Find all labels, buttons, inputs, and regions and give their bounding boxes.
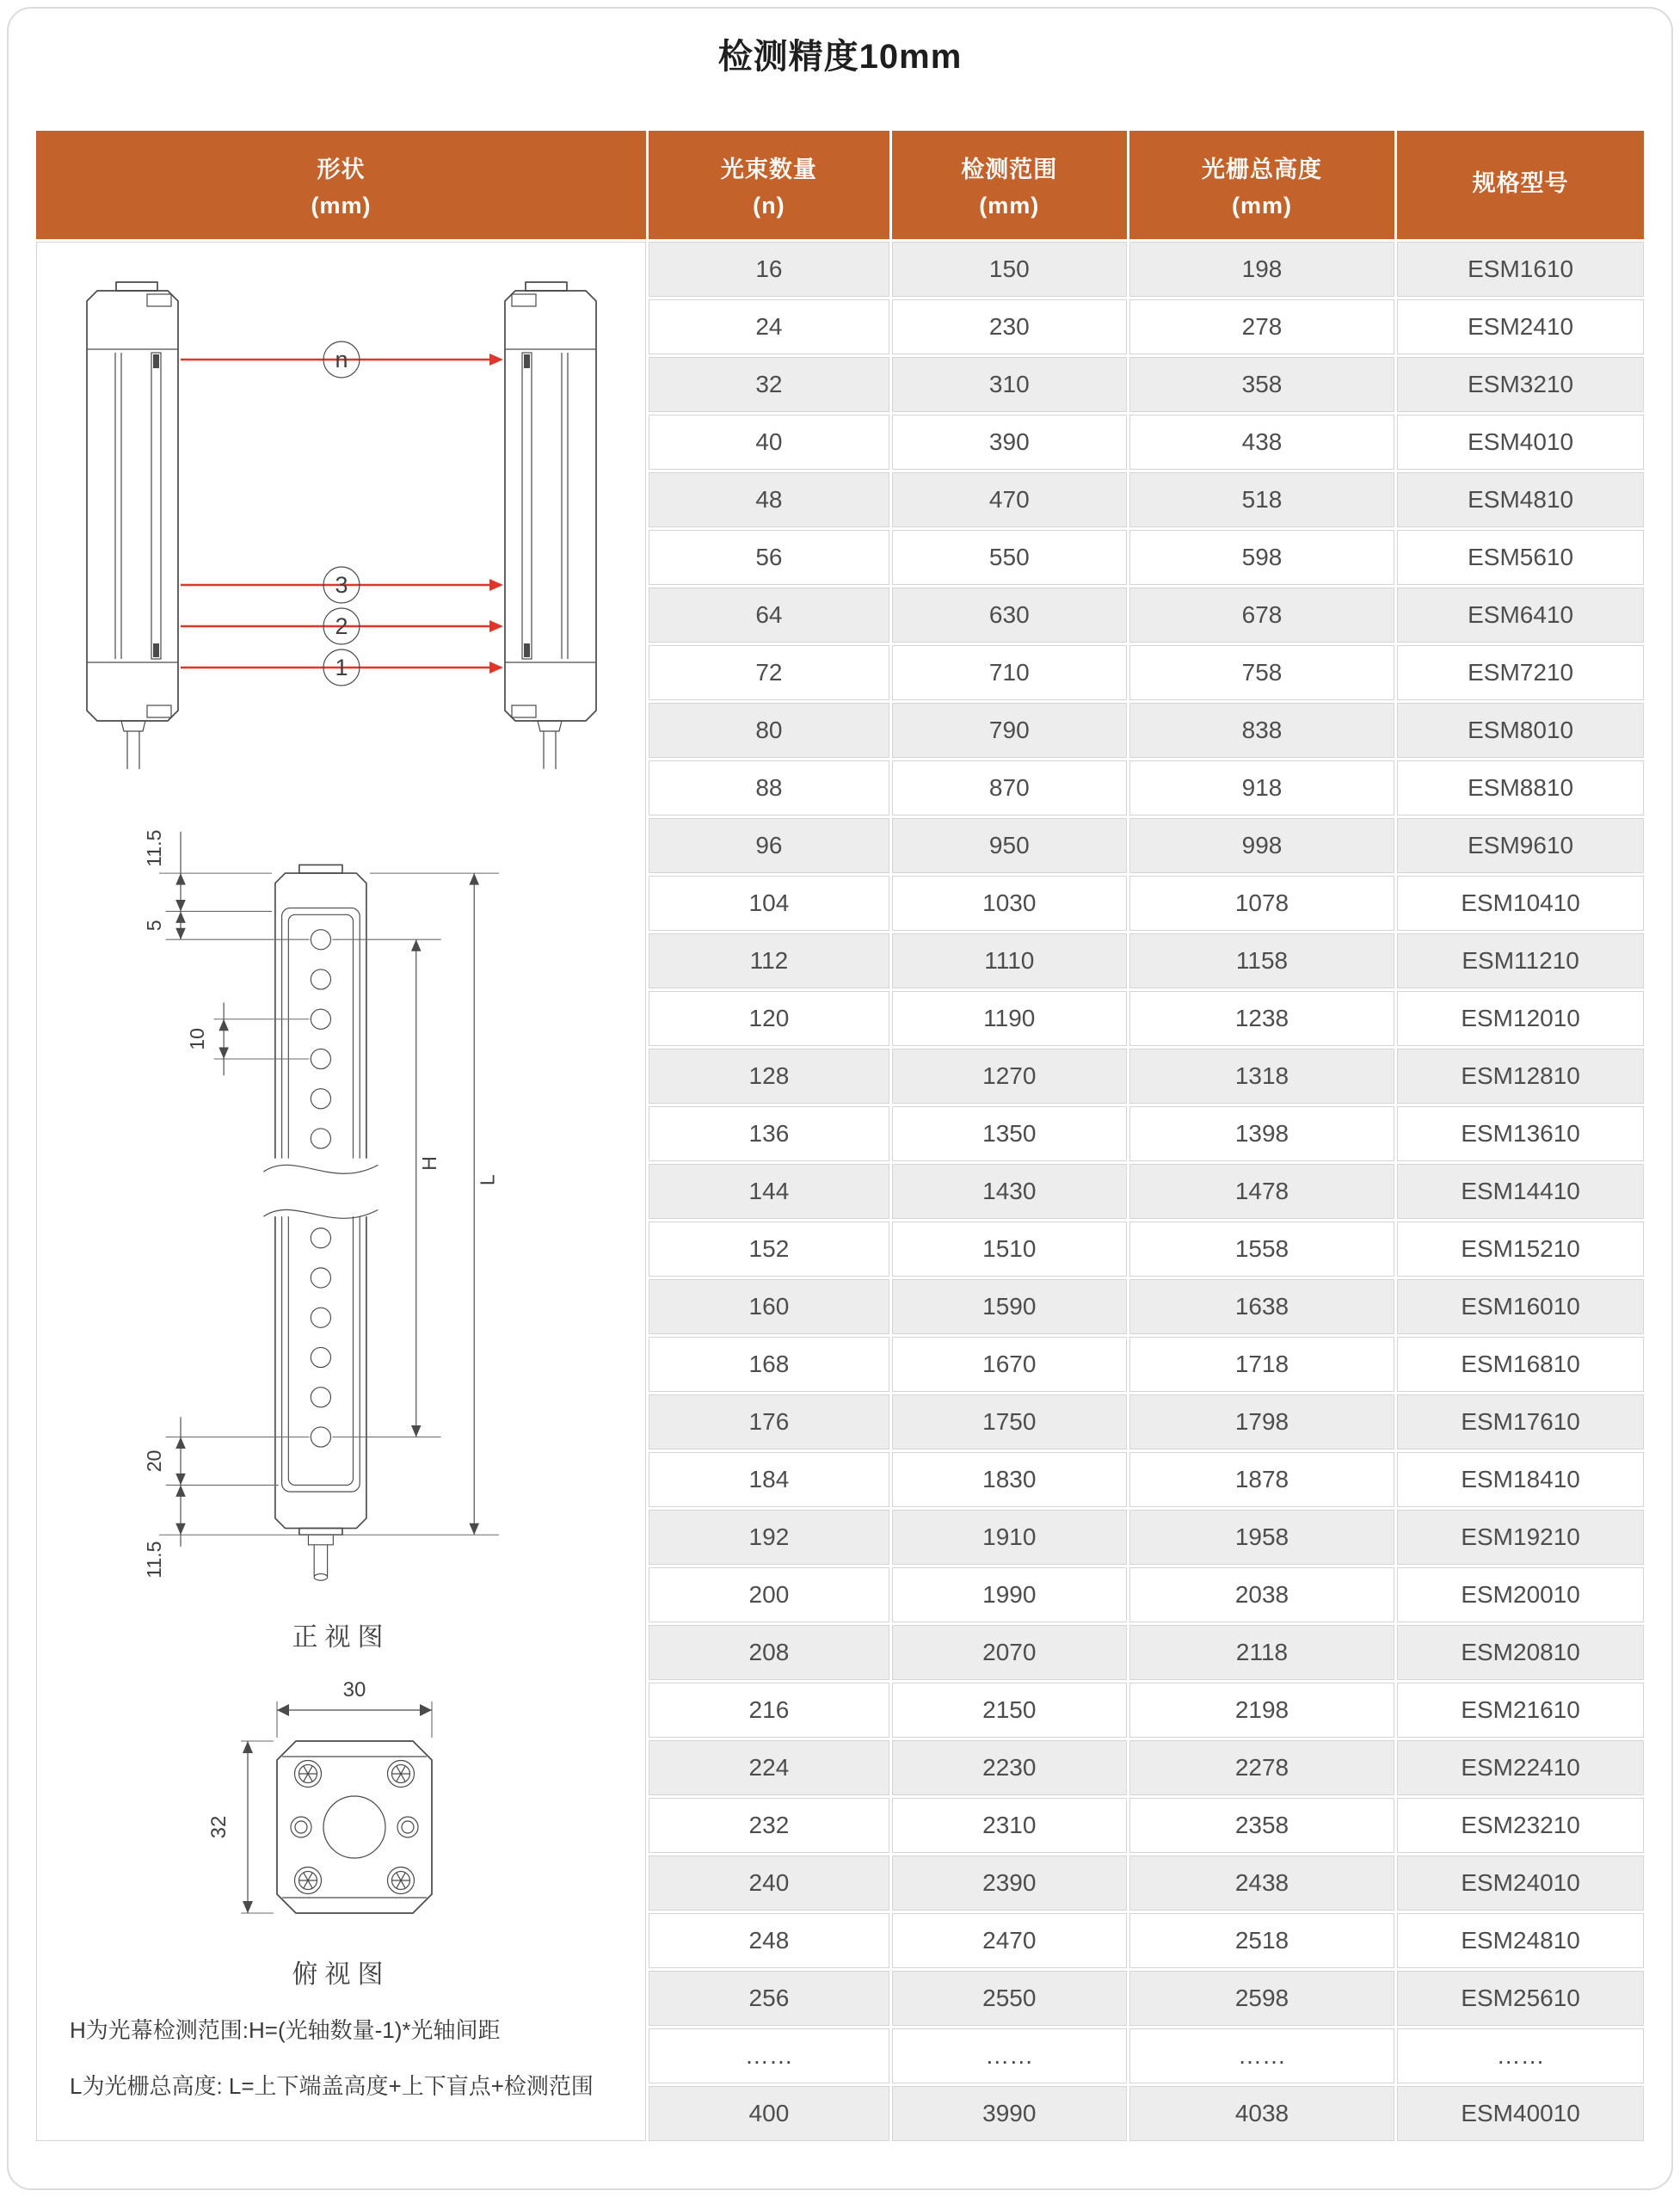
shape-cell: [36, 242, 646, 2141]
spec-cell: 24: [649, 299, 889, 354]
spec-cell: 1110: [892, 933, 1127, 988]
spec-cell: 518: [1129, 472, 1395, 527]
spec-cell: 96: [649, 818, 889, 873]
beam-arrangement-diagram: [66, 274, 617, 772]
spec-cell: 2070: [892, 1625, 1127, 1680]
spec-cell: 150: [892, 242, 1127, 297]
spec-cell: ESM4010: [1397, 415, 1644, 470]
dim-width: 30: [342, 1678, 366, 1702]
dim-beam-pitch: 10: [185, 1028, 208, 1050]
spec-cell: 198: [1129, 242, 1395, 297]
spec-cell: 128: [649, 1049, 889, 1104]
spec-cell: 1670: [892, 1337, 1127, 1392]
beam-label-n: n: [334, 347, 348, 372]
dim-bottom-cap: 11.5: [142, 1541, 165, 1579]
beam-number-badges: [323, 342, 360, 686]
top-view-diagram: [200, 1672, 483, 1939]
col-header-total-height-unit: (mm): [1231, 193, 1292, 218]
spec-cell: 950: [892, 818, 1127, 873]
spec-cell: 2230: [892, 1740, 1127, 1795]
col-header-beam-count-title: 光束数量: [720, 157, 817, 182]
spec-cell: 184: [649, 1452, 889, 1507]
spec-cell: ……: [649, 2028, 889, 2083]
col-header-beam-count-unit: (n): [753, 193, 785, 218]
beam-label-1: 1: [334, 655, 348, 680]
col-header-model-title: 规格型号: [1472, 169, 1569, 196]
dim-detection-height: H: [417, 1156, 440, 1171]
spec-cell: 2118: [1129, 1625, 1395, 1680]
spec-cell: 1910: [892, 1510, 1127, 1565]
dim-depth: 32: [206, 1815, 231, 1839]
col-header-detection-range-unit: (mm): [979, 193, 1040, 218]
spec-cell: 1030: [892, 876, 1127, 931]
col-header-detection-range: [892, 131, 1127, 239]
spec-cell: 2358: [1129, 1798, 1395, 1853]
col-header-shape: [36, 131, 646, 239]
spec-cell: 2390: [892, 1855, 1127, 1911]
dim-top-blind: 5: [142, 920, 165, 932]
spec-cell: ESM16810: [1397, 1337, 1644, 1392]
spec-cell: 200: [649, 1567, 889, 1622]
spec-cell: 192: [649, 1510, 889, 1565]
spec-cell: 1510: [892, 1222, 1127, 1277]
spec-cell: ESM24810: [1397, 1913, 1644, 1968]
spec-cell: 230: [892, 299, 1127, 354]
spec-cell: 2198: [1129, 1683, 1395, 1738]
spec-cell: 2278: [1129, 1740, 1395, 1795]
spec-cell: 2598: [1129, 1971, 1395, 2026]
shape-column: [36, 131, 646, 2141]
spec-cell: 400: [649, 2086, 889, 2141]
spec-cell: 1158: [1129, 933, 1395, 988]
spec-cell: 1590: [892, 1279, 1127, 1334]
col-header-shape-unit: (mm): [311, 193, 372, 218]
spec-cell: 224: [649, 1740, 889, 1795]
spec-cell: 168: [649, 1337, 889, 1392]
spec-cell: 256: [649, 1971, 889, 2026]
front-view-diagram: [109, 807, 574, 1586]
spec-cell: ESM16010: [1397, 1279, 1644, 1334]
spec-cell: 88: [649, 760, 889, 815]
formula-notes: [37, 2013, 645, 2140]
spec-cell: ESM4810: [1397, 472, 1644, 527]
spec-cell: 438: [1129, 415, 1395, 470]
spec-cell: 758: [1129, 645, 1395, 700]
transmitter-unit: [87, 282, 178, 769]
spec-cell: ESM8810: [1397, 760, 1644, 815]
spec-cell: 104: [649, 876, 889, 931]
spec-cell: 2438: [1129, 1855, 1395, 1911]
spec-cell: 870: [892, 760, 1127, 815]
spec-cell: 1270: [892, 1049, 1127, 1104]
spec-cell: 1558: [1129, 1222, 1395, 1277]
spec-cell: 1190: [892, 991, 1127, 1046]
spec-cell: 16: [649, 242, 889, 297]
spec-cell: 1878: [1129, 1452, 1395, 1507]
spec-cell: ESM10410: [1397, 876, 1644, 931]
col-header-shape-title: 形状: [317, 157, 366, 182]
spec-cell: ESM3210: [1397, 357, 1644, 412]
spec-cell: 48: [649, 472, 889, 527]
spec-cell: 1318: [1129, 1049, 1395, 1104]
page-title: 检测精度10mm: [717, 38, 963, 76]
spec-cell: 1478: [1129, 1164, 1395, 1219]
front-view-label: 正视图: [292, 1623, 391, 1652]
spec-cell: 2550: [892, 1971, 1127, 2026]
spec-cell: ESM21610: [1397, 1683, 1644, 1738]
spec-cell: 2518: [1129, 1913, 1395, 1968]
spec-cell: 1830: [892, 1452, 1127, 1507]
col-header-beam-count: [649, 131, 889, 239]
receiver-unit: [505, 282, 596, 769]
spec-cell: 2038: [1129, 1567, 1395, 1622]
spec-cell: 710: [892, 645, 1127, 700]
spec-cell: ESM12810: [1397, 1049, 1644, 1104]
spec-sheet-card: [7, 7, 1673, 2190]
spec-cell: 358: [1129, 357, 1395, 412]
spec-cell: 790: [892, 703, 1127, 758]
spec-cell: ESM6410: [1397, 588, 1644, 643]
spec-cell: 278: [1129, 299, 1395, 354]
beam-label-2: 2: [334, 613, 348, 639]
spec-cell: ……: [1397, 2028, 1644, 2083]
spec-cell: ESM18410: [1397, 1452, 1644, 1507]
spec-cell: 1430: [892, 1164, 1127, 1219]
spec-cell: 232: [649, 1798, 889, 1853]
top-view-body: [277, 1741, 432, 1913]
spec-cell: 64: [649, 588, 889, 643]
spec-cell: ESM13610: [1397, 1106, 1644, 1161]
corner-screws: [294, 1761, 414, 1894]
spec-cell: 2470: [892, 1913, 1127, 1968]
spec-data-grid: [649, 131, 1644, 2141]
spec-cell: ESM7210: [1397, 645, 1644, 700]
spec-cell: 144: [649, 1164, 889, 1219]
spec-cell: 32: [649, 357, 889, 412]
spec-cell: 1350: [892, 1106, 1127, 1161]
col-header-total-height: [1129, 131, 1395, 239]
spec-cell: ESM11210: [1397, 933, 1644, 988]
spec-cell: ……: [892, 2028, 1127, 2083]
front-view-unit: [263, 865, 378, 1580]
spec-cell: 598: [1129, 530, 1395, 585]
spec-cell: ESM9610: [1397, 818, 1644, 873]
spec-cell: 240: [649, 1855, 889, 1911]
spec-cell: 918: [1129, 760, 1395, 815]
spec-cell: 310: [892, 357, 1127, 412]
spec-cell: ESM24010: [1397, 1855, 1644, 1911]
spec-cell: ESM40010: [1397, 2086, 1644, 2141]
spec-cell: ESM15210: [1397, 1222, 1644, 1277]
dim-top-cap: 11.5: [142, 829, 165, 867]
col-header-detection-range-title: 检测范围: [961, 157, 1058, 182]
spec-cell: 120: [649, 991, 889, 1046]
spec-cell: 56: [649, 530, 889, 585]
spec-table: [36, 131, 1644, 2141]
col-header-total-height-title: 光栅总高度: [1201, 157, 1322, 182]
spec-cell: 1078: [1129, 876, 1395, 931]
note-h-formula: H为光幕检测范围:H=(光轴数量-1)*光轴间距: [70, 2017, 501, 2043]
spec-cell: 112: [649, 933, 889, 988]
spec-cell: ESM17610: [1397, 1394, 1644, 1449]
spec-cell: 1238: [1129, 991, 1395, 1046]
spec-cell: 390: [892, 415, 1127, 470]
spec-cell: 4038: [1129, 2086, 1395, 2141]
spec-cell: ESM2410: [1397, 299, 1644, 354]
spec-cell: 550: [892, 530, 1127, 585]
spec-cell: ESM22410: [1397, 1740, 1644, 1795]
note-l-formula: L为光栅总高度: L=上下端盖高度+上下盲点+检测范围: [70, 2073, 594, 2099]
dim-total-height: L: [475, 1174, 498, 1186]
spec-cell: 1958: [1129, 1510, 1395, 1565]
spec-cell: 216: [649, 1683, 889, 1738]
spec-cell: 1798: [1129, 1394, 1395, 1449]
spec-cell: 998: [1129, 818, 1395, 873]
spec-cell: 1750: [892, 1394, 1127, 1449]
spec-cell: ESM25610: [1397, 1971, 1644, 2026]
spec-cell: ESM19210: [1397, 1510, 1644, 1565]
spec-cell: ESM20010: [1397, 1567, 1644, 1622]
top-view-label: 俯视图: [292, 1960, 391, 1989]
spec-cell: 470: [892, 472, 1127, 527]
spec-cell: 2310: [892, 1798, 1127, 1853]
beam-label-3: 3: [334, 572, 348, 598]
spec-cell: 40: [649, 415, 889, 470]
spec-cell: 80: [649, 703, 889, 758]
spec-cell: 1990: [892, 1567, 1127, 1622]
spec-cell: ESM8010: [1397, 703, 1644, 758]
spec-cell: ……: [1129, 2028, 1395, 2083]
spec-cell: 678: [1129, 588, 1395, 643]
spec-cell: ESM14410: [1397, 1164, 1644, 1219]
spec-cell: 136: [649, 1106, 889, 1161]
spec-cell: 72: [649, 645, 889, 700]
spec-cell: 838: [1129, 703, 1395, 758]
spec-cell: ESM1610: [1397, 242, 1644, 297]
spec-cell: 3990: [892, 2086, 1127, 2141]
spec-cell: 160: [649, 1279, 889, 1334]
spec-cell: ESM5610: [1397, 530, 1644, 585]
spec-cell: 2150: [892, 1683, 1127, 1738]
spec-cell: 1718: [1129, 1337, 1395, 1392]
spec-cell: ESM12010: [1397, 991, 1644, 1046]
dim-bottom-blind: 20: [142, 1449, 165, 1473]
spec-cell: 248: [649, 1913, 889, 1968]
spec-cell: 630: [892, 588, 1127, 643]
spec-cell: 176: [649, 1394, 889, 1449]
spec-cell: 1398: [1129, 1106, 1395, 1161]
col-header-model: [1397, 131, 1644, 239]
top-view-dimensions: [207, 1678, 432, 1913]
spec-cell: 208: [649, 1625, 889, 1680]
spec-cell: ESM20810: [1397, 1625, 1644, 1680]
spec-cell: ESM23210: [1397, 1798, 1644, 1853]
spec-cell: 152: [649, 1222, 889, 1277]
spec-cell: 1638: [1129, 1279, 1395, 1334]
